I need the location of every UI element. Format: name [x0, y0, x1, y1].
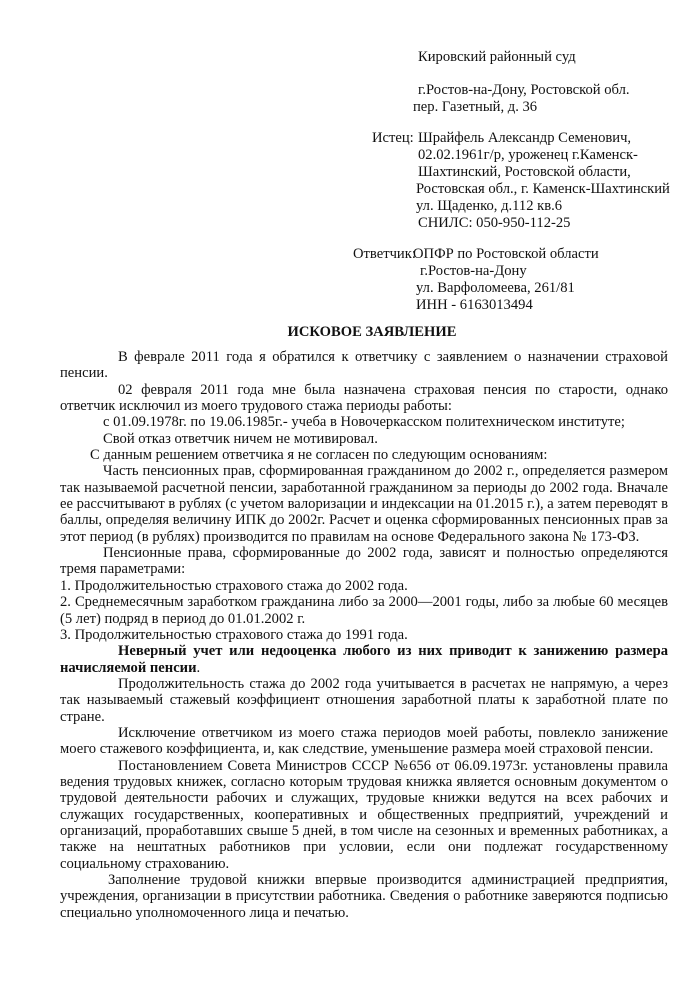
paragraph: Заполнение трудовой книжки впервые производится администрацией предприятия, учреждения, организации в присутствии работника. Сведения о работнике заверяются подписью специально уполномоченного лица и печатью.: [60, 872, 668, 921]
paragraph: В феврале 2011 года я обратился к ответчику с заявлением о назначении страховой пенсии.: [60, 349, 668, 382]
list-item: 2. Среднемесячным заработком гражданина либо за 2000—2001 годы, либо за любые 60 месяцев (5 лет) подряд в период до 01.01.2002 г.: [60, 594, 668, 627]
paragraph: Исключение ответчиком из моего стажа периодов моей работы, повлекло занижение моего стажевого коэффициента, и, как следствие, уменьшение размера моей страховой пенсии.: [60, 724, 668, 758]
plaintiff-line: 02.02.1961г/р, уроженец г.Каменск-: [418, 147, 638, 163]
plaintiff-line: Шрайфель Александр Семенович,: [418, 130, 632, 146]
paragraph: Свой отказ ответчик ничем не мотивировал.: [103, 430, 378, 447]
paragraph: Постановлением Совета Министров СССР №656 от 06.09.1973г. установлены правила ведения трудовых книжек, согласно которым трудовая книжка является основным документом о трудовой деятельности рабочих и служащих, трудовые книжки ведутся на всех рабочих и служащих государственных, кооперативных и общественных предприятий, учреждений и организаций, проработавших свыше 5 дней, в том числе на сезонных и временных работниках, а также на нештатных работников при условии, если они подлежат государственному социальному страхованию.: [60, 757, 668, 872]
document-title: ИСКОВОЕ ЗАЯВЛЕНИЕ: [287, 324, 457, 340]
court-address-line: пер. Газетный, д. 36: [413, 99, 538, 115]
defendant-line: ОПФР по Ростовской области: [413, 246, 599, 262]
list-item: 3. Продолжительностью страхового стажа до 1991 года.: [60, 626, 408, 643]
plaintiff-line: СНИЛС: 050-950-112-25: [418, 215, 571, 231]
paragraph: Часть пенсионных прав, сформированная гражданином до 2002 г., определяется размером так называемой расчетной пенсии, заработанной гражданином за периоды до 2002 года. Вначале ее рассчитывают в рублях (с учетом валоризации и индексации на 01.2015 г.), а затем переводят в баллы, определяя величину ИПК до 2002г. Расчет и оценка сформированных пенсионных прав за этот период (в рублях) производится по правилам на основе Федерального закона № 173-ФЗ.: [60, 463, 668, 545]
court-address-line: г.Ростов-на-Дону, Ростовской обл.: [418, 82, 630, 98]
court-name: Кировский районный суд: [418, 49, 576, 65]
defendant-line: ул. Варфоломеева, 261/81: [416, 280, 575, 296]
paragraph: Продолжительность стажа до 2002 года учитывается в расчетах не напрямую, а через так называемый стажевый коэффициент отношения заработной платы к заработной плате по стране.: [60, 675, 668, 725]
paragraph: Пенсионные права, сформированные до 2002 года, зависят и полностью определяются тремя параметрами:: [60, 545, 668, 578]
emphasis-paragraph: Неверный учет или недооценка любого из них приводит к занижению размера начисляемой пенсии.: [60, 643, 668, 676]
plaintiff-line: ул. Щаденко, д.112 кв.6: [416, 198, 563, 214]
plaintiff-line: Шахтинский, Ростовской области,: [418, 164, 631, 180]
document-body: [60, 349, 668, 921]
defendant-line: г.Ростов-на-Дону: [420, 263, 527, 279]
emphasis-text: Неверный учет или недооценка любого из них приводит к занижению размера начисляемой пенсии: [60, 643, 668, 676]
list-item: 1. Продолжительностью страхового стажа до 2002 года.: [60, 577, 408, 594]
paragraph: с 01.09.1978г. по 19.06.1985г.- учеба в Новочеркасском политехническом институте;: [103, 414, 625, 431]
defendant-label: Ответчик:: [353, 246, 416, 262]
paragraph: С данным решением ответчика я не согласен по следующим основаниям:: [90, 447, 548, 464]
plaintiff-label: Истец:: [372, 130, 414, 146]
paragraph: 02 февраля 2011 года мне была назначена страховая пенсия по старости, однако ответчик исключил из моего трудового стажа периоды работы:: [60, 381, 668, 415]
plaintiff-line: Ростовская обл., г. Каменск-Шахтинский: [416, 181, 670, 197]
defendant-line: ИНН - 6163013494: [416, 297, 533, 313]
